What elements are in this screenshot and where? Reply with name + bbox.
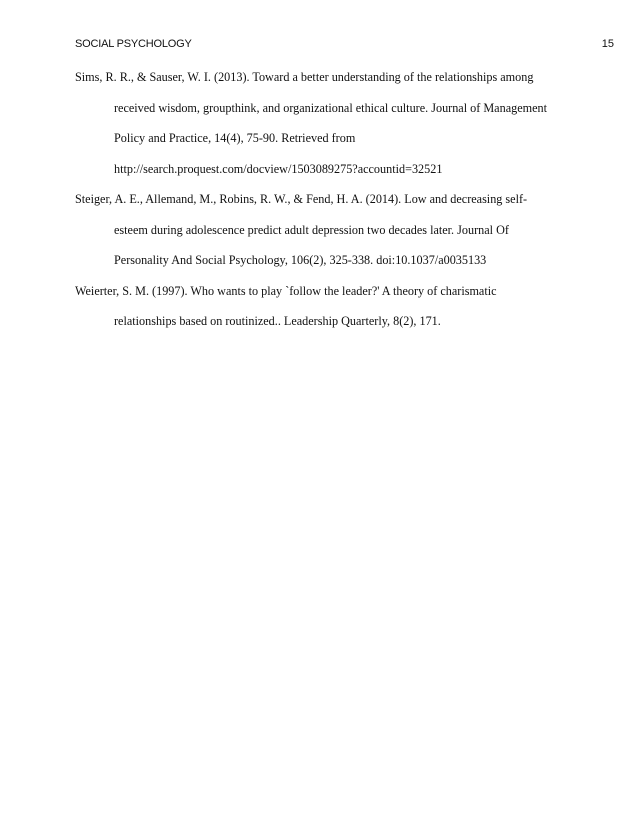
running-head: SOCIAL PSYCHOLOGY [75, 38, 192, 50]
reference-entry-steiger [75, 192, 595, 284]
reference-line: Personality And Social Psychology, 106(2), 325-338. doi:10.1037/a0035133 [114, 253, 487, 267]
reference-entry-sims [75, 70, 595, 192]
reference-line: esteem during adolescence predict adult depression two decades later. Journal Of [114, 222, 509, 237]
reference-line: received wisdom, groupthink, and organizational ethical culture. Journal of Management [114, 100, 547, 115]
reference-line: http://search.proquest.com/docview/1503089275?accountid=32521 [114, 161, 443, 176]
page-number: 15 [601, 38, 614, 50]
reference-entry-weierter [75, 284, 595, 345]
reference-line: Weierter, S. M. (1997). Who wants to play `follow the leader?' A theory of charismatic [75, 283, 497, 298]
reference-line: relationships based on routinized.. Leadership Quarterly, 8(2), 171. [114, 314, 441, 328]
reference-line: Steiger, A. E., Allemand, M., Robins, R. W., & Fend, H. A. (2014). Low and decreasing self- [75, 192, 528, 206]
reference-list [75, 70, 595, 345]
reference-line: Sims, R. R., & Sauser, W. I. (2013). Toward a better understanding of the relationships among [75, 70, 534, 84]
reference-line: Policy and Practice, 14(4), 75-90. Retrieved from [114, 131, 356, 145]
